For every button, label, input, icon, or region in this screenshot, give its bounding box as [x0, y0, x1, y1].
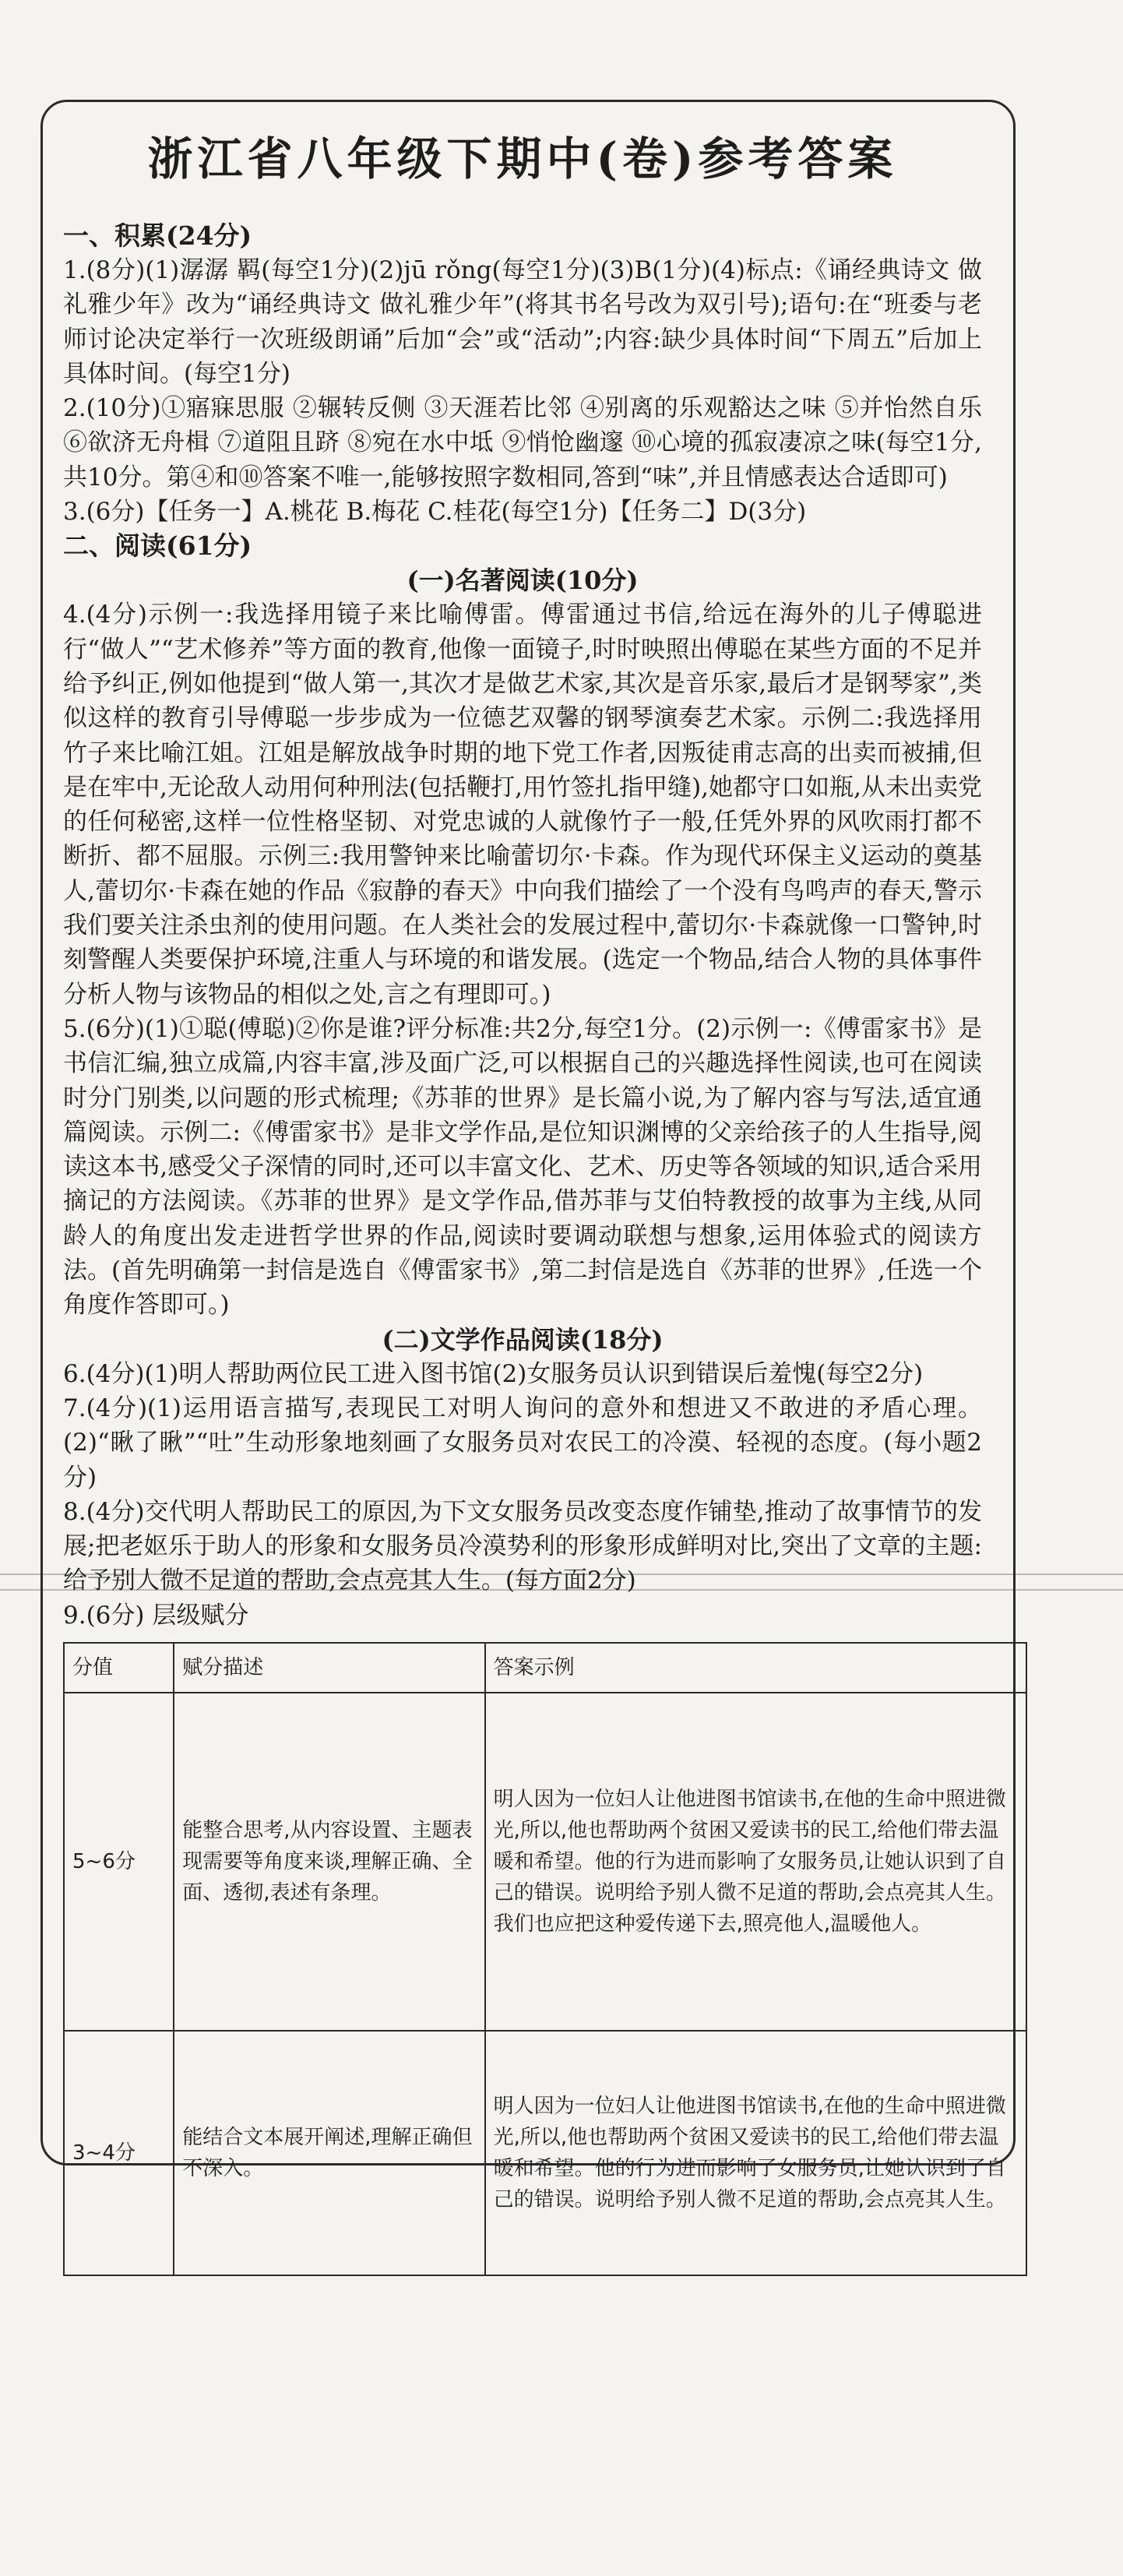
answer-q2: 2.(10分)①寤寐思服 ②辗转反侧 ③天涯若比邻 ④别离的乐观豁达之味 ⑤并怡然自乐⑥欲济无舟楫 ⑦道阻且跻 ⑧宛在水中坻 ⑨悄怆幽邃 ⑩心境的孤寂凄凉之味(每空1分,共10分。第④和⑩答案不唯一,能够按照字数相同,答到“味”,并且情感表达合适即可) [63, 394, 982, 492]
answer-q7: 7.(4分)(1)运用语言描写,表现民工对明人询问的意外和想进又不敢进的矛盾心理。(2)“瞅了瞅”“吐”生动形象地刻画了女服务员对农民工的冷漠、轻视的态度。(每小题2分) [63, 1394, 982, 1492]
answer-q6: 6.(4分)(1)明人帮助两位民工进入图书馆(2)女服务员认识到错误后羞愧(每空2分) [63, 1359, 924, 1388]
section-accumulation-heading: 一、积累(24分) [63, 220, 252, 251]
table-header: 答案示例 [485, 1643, 1026, 1693]
table-header: 赋分描述 [174, 1643, 484, 1693]
section-reading-heading: 二、阅读(61分) [63, 530, 252, 562]
table-row [64, 2031, 1026, 2275]
table-cell-score: 3~4分 [64, 2031, 174, 2275]
table-cell-example: 明人因为一位妇人让他进图书馆读书,在他的生命中照进微光,所以,他也帮助两个贫困又爱读书的民工,给他们带去温暖和希望。他的行为进而影响了女服务员,让她认识到了自己的错误。说明给予别人微不足道的帮助,会点亮其人生。我们也应把这种爱传递下去,照亮他人,温暖他人。 [485, 1693, 1026, 2031]
table-cell-desc: 能结合文本展开阐述,理解正确但不深入。 [174, 2031, 484, 2275]
scoring-table [63, 1642, 1027, 2276]
table-cell-desc: 能整合思考,从内容设置、主题表现需要等角度来谈,理解正确、全面、透彻,表述有条理。 [174, 1693, 484, 2031]
answer-q5: 5.(6分)(1)①聪(傅聪)②你是谁?评分标准:共2分,每空1分。(2)示例一:《傅雷家书》是书信汇编,独立成篇,内容丰富,涉及面广泛,可以根据自己的兴趣选择性阅读,也可在阅读时分门别类,以问题的形式梳理;《苏菲的世界》是长篇小说,为了解内容与写法,适宜通篇阅读。示例二:《傅雷家书》是非文学作品,是位知识渊博的父亲给孩子的人生指导,阅读这本书,感受父子深情的同时,还可以丰富文化、艺术、历史等各领域的知识,适合采用摘记的方法阅读。《苏菲的世界》是文学作品,借苏菲与艾伯特教授的故事为主线,从同龄人的角度出发走进哲学世界的作品,阅读时要调动联想与想象,运用体验式的阅读方法。(首先明确第一封信是选自《傅雷家书》,第二封信是选自《苏菲的世界》,任选一个角度作答即可。) [63, 1014, 982, 1320]
answer-q1: 1.(8分)(1)潺潺 羁(每空1分)(2)jū rǒng(每空1分)(3)B(1分)(4)标点:《诵经典诗文 做礼雅少年》改为“诵经典诗文 做礼雅少年”(将其书名号改为双引号);语句:在“班委与老师讨论决定举行一次班级朗诵”后加“会”或“活动”;内容:缺少具体时间“下周五”后加上具体时间。(每空1分) [63, 256, 982, 388]
table-cell-score: 5~6分 [64, 1693, 174, 2031]
subsection-classics-heading: (一)名著阅读(10分) [407, 566, 639, 596]
answer-q3: 3.(6分)【任务一】A.桃花 B.梅花 C.桂花(每空1分)【任务二】D(3分) [63, 498, 807, 527]
page-title: 浙江省八年级下期中(卷)参考答案 [147, 132, 898, 185]
table-cell-example: 明人因为一位妇人让他进图书馆读书,在他的生命中照进微光,所以,他也帮助两个贫困又爱读书的民工,给他们带去温暖和希望。他的行为进而影响了女服务员,让她认识到了自己的错误。说明给予别人微不足道的帮助,会点亮其人生。 [485, 2031, 1026, 2275]
table-row [64, 1693, 1026, 2031]
answer-q8: 8.(4分)交代明人帮助民工的原因,为下文女服务员改变态度作铺垫,推动了故事情节的发展;把老妪乐于助人的形象和女服务员冷漠势利的形象形成鲜明对比,突出了文章的主题:给予别人微不足道的帮助,会点亮其人生。(每方面2分) [63, 1497, 982, 1595]
answer-q4: 4.(4分)示例一:我选择用镜子来比喻傅雷。傅雷通过书信,给远在海外的儿子傅聪进行“做人”“艺术修养”等方面的教育,他像一面镜子,时时映照出傅聪在某些方面的不足并给予纠正,例如他提到“做人第一,其次才是做艺术家,其次是音乐家,最后才是钢琴家”,类似这样的教育引导傅聪一步步成为一位德艺双馨的钢琴演奏艺术家。示例二:我选择用竹子来比喻江姐。江姐是解放战争时期的地下党工作者,因叛徒甫志高的出卖而被捕,但是在牢中,无论敌人动用何种刑法(包括鞭打,用竹签扎指甲缝),她都守口如瓶,从未出卖党的任何秘密,这样一位性格坚韧、对党忠诚的人就像竹子一般,任凭外界的风吹雨打都不断折、都不屈服。示例三:我用警钟来比喻蕾切尔·卡森。作为现代环保主义运动的奠基人,蕾切尔·卡森在她的作品《寂静的春天》中向我们描绘了一个没有鸟鸣声的春天,警示我们要关注杀虫剂的使用问题。在人类社会的发展过程中,蕾切尔·卡森就像一口警钟,时刻警醒人类要保护环境,注重人与环境的和谐发展。(选定一个物品,结合人物的具体事件分析人物与该物品的相似之处,言之有理即可。) [63, 601, 982, 1009]
table-header: 分值 [64, 1643, 174, 1693]
answer-frame [40, 100, 1016, 2211]
table-header-row [64, 1643, 1026, 1693]
subsection-literature-heading: (二)文学作品阅读(18分) [382, 1324, 664, 1355]
answer-q9: 9.(6分) 层级赋分 [63, 1601, 249, 1630]
